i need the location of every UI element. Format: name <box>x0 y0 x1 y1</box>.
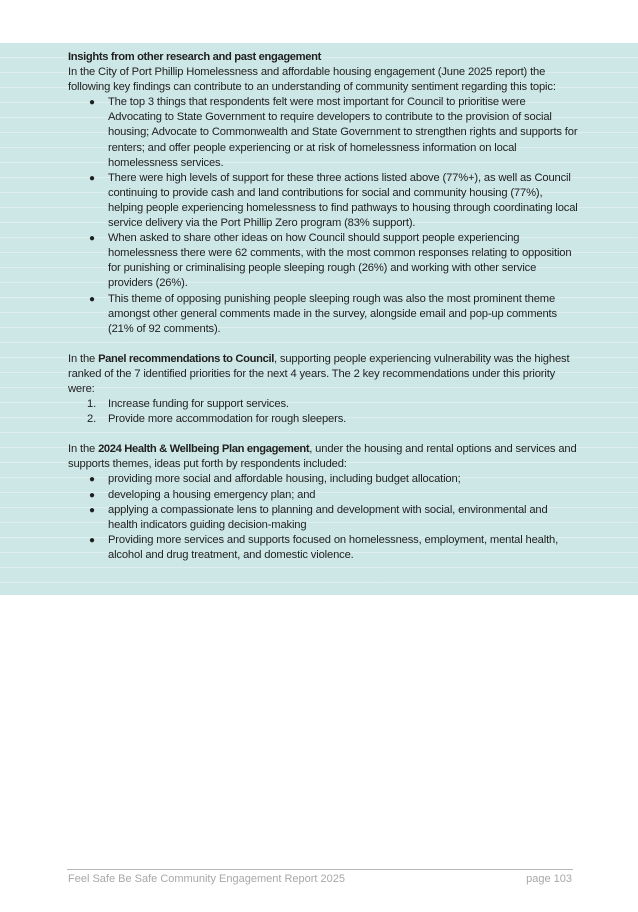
panel-paragraph: In the Panel recommendations to Council, supporting people experiencing vulnerability was the highest ranked of the 7 identified priorities for the next 4 years. The 2 key recommendations under this priority were: <box>68 352 570 395</box>
spacer <box>68 337 578 352</box>
bullet-icon: ● <box>89 489 95 501</box>
list-item: ● The top 3 things that respondents felt were most important for Council to prioritise were Advocating to State Government to require developers to contribute to the provision of social housing; Advocate to Commonwealth and State Government to strengthen rights and supports for renters; and offer people experiencing or at risk of homelessness information on local homelessness services. <box>89 96 578 169</box>
bullet-icon: ● <box>89 233 95 245</box>
page-footer <box>68 873 572 885</box>
section-intro: In the City of Port Phillip Homelessness and affordable housing engagement (June 2025 report) the following key findings can contribute to an understanding of community sentiment regarding this topic: <box>68 66 556 94</box>
spacer <box>68 427 578 442</box>
bullet-icon: ● <box>89 172 95 184</box>
list-number: 2. <box>87 413 97 426</box>
list-number: 1. <box>87 398 97 411</box>
findings-list <box>68 95 578 337</box>
list-item: ● There were high levels of support for these three actions listed above (77%+), as well as Council continuing to provide cash and land contributions for social and community housing (77%), helping people experiencing homelessness to find pathways to housing through coordinating local service delivery via the Port Phillip Zero program (83% support). <box>89 171 578 230</box>
bullet-icon: ● <box>89 474 95 486</box>
list-item: ● This theme of opposing punishing people sleeping rough was also the most prominent theme amongst other general comments made in the survey, alongside email and pop-up comments (21% of 92 comments). <box>89 292 557 335</box>
list-item: 1. Increase funding for support services. <box>68 397 578 412</box>
health-paragraph: In the 2024 Health & Wellbeing Plan engagement, under the housing and rental options and services and supports themes, ideas put forth by respondents included: <box>68 443 577 471</box>
list-item: ● developing a housing emergency plan; and <box>68 488 578 503</box>
health-plan-title: 2024 Health & Wellbeing Plan engagement <box>98 443 310 456</box>
list-item: ● When asked to share other ideas on how Council should support people experiencing homelessness there were 62 comments, with the most common responses relating to opposition for punishing or criminalising people sleeping rough (26%) and working with other service providers (26%). <box>89 232 572 290</box>
panel-title: Panel recommendations to Council <box>98 352 274 365</box>
ideas-list <box>68 472 578 563</box>
bullet-icon: ● <box>89 534 95 546</box>
bullet-icon: ● <box>89 293 95 305</box>
section-heading: Insights from other research and past engagement <box>68 51 322 63</box>
bullet-icon: ● <box>89 97 95 109</box>
bullet-icon: ● <box>89 504 95 516</box>
page-number: page 103 <box>526 873 572 885</box>
list-item: ● Providing more services and supports focused on homelessness, employment, mental health, alcohol and drug treatment, and domestic violence. <box>89 533 559 561</box>
list-item: ● providing more social and affordable housing, including budget allocation; <box>68 472 578 487</box>
footer-title: Feel Safe Be Safe Community Engagement Report 2025 <box>68 873 345 885</box>
list-item: ● applying a compassionate lens to planning and development with social, environmental and health indicators guiding decision-making <box>89 503 548 531</box>
list-item: 2. Provide more accommodation for rough sleepers. <box>68 412 578 427</box>
recommendations-list <box>68 397 578 427</box>
page-content <box>68 50 578 563</box>
footer-divider <box>67 869 573 870</box>
